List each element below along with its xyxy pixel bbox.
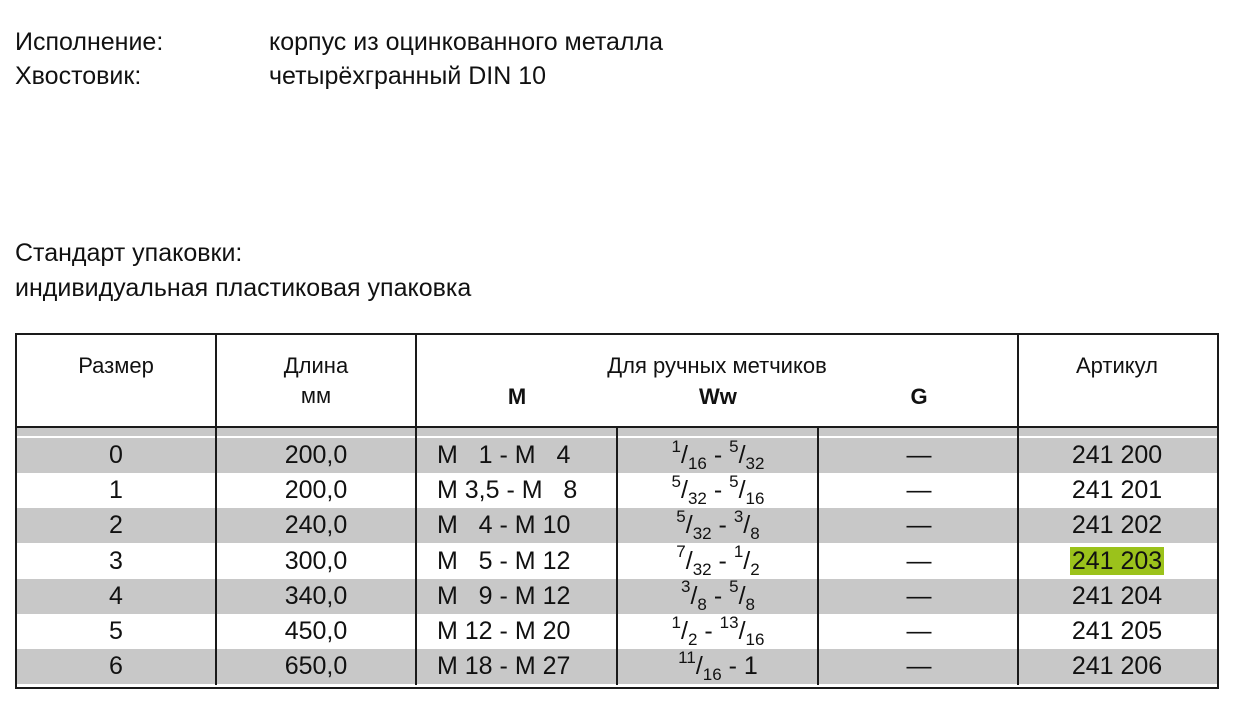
cell-length: 650,0 — [284, 652, 348, 681]
header-size: Размер — [78, 353, 154, 378]
fraction-denominator: 8 — [745, 594, 755, 614]
header-hand-taps: Для ручных метчиков — [607, 353, 827, 378]
article-number: 241 202 — [1071, 511, 1163, 540]
fraction-denominator: 32 — [687, 489, 707, 509]
fraction-numerator: 5 — [676, 507, 686, 527]
m-to: M 12 — [514, 546, 571, 575]
fraction-slash: / — [685, 546, 693, 575]
m-from: M 4 — [437, 511, 493, 540]
m-from: M 5 — [437, 546, 493, 575]
fraction-slash: / — [681, 476, 688, 505]
fraction: 1 — [743, 652, 758, 681]
m-from: M 3,5 — [437, 476, 500, 505]
cell-length: 200,0 — [284, 441, 348, 469]
m-to: M 8 — [521, 476, 578, 505]
fraction-denominator: 16 — [687, 454, 707, 473]
fraction-slash: / — [685, 511, 693, 540]
range-dash: - — [492, 581, 515, 610]
header-length: Длина — [283, 353, 349, 378]
m-from: M 12 — [437, 617, 493, 645]
cell-length: 200,0 — [284, 476, 348, 505]
m-to: M 10 — [514, 511, 571, 540]
m-to: M 12 — [514, 581, 571, 610]
cell-length: 340,0 — [284, 581, 348, 610]
fraction-slash: / — [681, 617, 688, 645]
range-dash: - — [492, 652, 515, 681]
range-dash: - — [492, 441, 515, 469]
fraction-numerator: 1 — [671, 612, 682, 632]
fraction-numerator: 1 — [733, 542, 744, 562]
fraction-numerator: 3 — [681, 577, 691, 597]
fraction-slash: / — [681, 441, 688, 469]
spec-label: Хвостовик: — [15, 62, 142, 90]
header-length-unit: мм — [300, 383, 332, 408]
fraction-denominator: 8 — [750, 524, 760, 544]
fraction-slash: / — [738, 441, 746, 469]
m-to: M 20 — [514, 617, 571, 645]
packaging-value: индивидуальная пластиковая упаковка — [15, 274, 472, 302]
m-to: M 27 — [514, 652, 571, 681]
fraction-numerator: 5 — [729, 577, 739, 597]
fraction-slash: / — [738, 617, 746, 645]
fraction-denominator: 8 — [697, 594, 707, 614]
cell-size: 5 — [109, 617, 123, 645]
cell-length: 450,0 — [284, 617, 348, 645]
fraction-numerator: 5 — [729, 471, 739, 491]
range-dash: - — [706, 581, 730, 610]
range-dash: - — [721, 652, 744, 681]
fraction-numerator: 11 — [678, 647, 696, 667]
range-dash: - — [492, 617, 515, 645]
cell-size: 3 — [109, 546, 123, 575]
column-divider — [616, 428, 618, 685]
fraction-denominator: 32 — [745, 454, 765, 473]
m-from: M 1 — [437, 441, 493, 469]
fraction-numerator: 5 — [671, 471, 682, 491]
header-sub-g: G — [910, 384, 928, 409]
cell-g: — — [906, 652, 932, 681]
fraction-numerator: 1 — [671, 436, 682, 456]
fraction-numerator: 3 — [733, 507, 744, 527]
range-dash: - — [499, 476, 522, 505]
article-number: 241 205 — [1071, 617, 1163, 645]
packaging-title: Стандарт упаковки: — [15, 239, 243, 267]
fraction-denominator: 2 — [687, 630, 698, 649]
header-sub-ww: Ww — [699, 384, 737, 409]
spec-label: Исполнение: — [15, 28, 164, 56]
spec-value: корпус из оцинкованного металла — [269, 28, 663, 56]
cell-size: 6 — [109, 652, 123, 681]
article-highlighted: 241 203 — [1071, 546, 1163, 575]
fraction-denominator: 16 — [745, 630, 765, 649]
fraction-numerator: 13 — [719, 612, 739, 632]
cell-g: — — [906, 546, 932, 575]
fraction-slash: / — [743, 546, 751, 575]
article-number: 241 204 — [1071, 581, 1163, 610]
range-dash: - — [706, 441, 730, 469]
column-divider — [817, 428, 819, 685]
cell-g: — — [906, 476, 932, 505]
range-dash: - — [492, 546, 515, 575]
packaging-block — [15, 236, 471, 306]
fraction-slash: / — [738, 581, 746, 610]
fraction-denominator: 16 — [745, 489, 765, 509]
cell-size: 2 — [109, 511, 123, 540]
fraction-denominator: 32 — [692, 524, 712, 544]
fraction-denominator: 2 — [750, 559, 760, 579]
article-number: 241 201 — [1071, 476, 1163, 505]
header-article: Артикул — [1075, 353, 1159, 378]
header-sub-m: M — [507, 384, 527, 409]
cell-g: — — [906, 511, 932, 540]
m-from: M 18 — [437, 652, 493, 681]
m-to: M 4 — [514, 441, 571, 469]
fraction-slash: / — [738, 476, 746, 505]
fraction-denominator: 16 — [702, 665, 722, 685]
fraction-denominator: 32 — [692, 559, 712, 579]
cell-g: — — [906, 617, 932, 645]
spec-value: четырёхгранный DIN 10 — [269, 62, 547, 90]
fraction-numerator: 5 — [729, 436, 739, 456]
fraction-slash: / — [743, 511, 751, 540]
m-from: M 9 — [437, 581, 493, 610]
cell-g: — — [906, 581, 932, 610]
cell-length: 240,0 — [284, 511, 348, 540]
product-table — [15, 333, 1219, 689]
cell-size: 1 — [109, 476, 123, 505]
fraction-numerator: 7 — [676, 542, 686, 562]
range-dash: - — [711, 546, 734, 575]
article-number: 241 200 — [1071, 441, 1163, 469]
cell-size: 0 — [109, 441, 123, 469]
fraction-slash: / — [695, 652, 703, 681]
article-number: 241 206 — [1071, 652, 1163, 681]
cell-size: 4 — [109, 581, 123, 610]
fraction-slash: / — [690, 581, 698, 610]
range-dash: - — [706, 476, 730, 505]
cell-g: — — [906, 441, 932, 469]
range-dash: - — [492, 511, 515, 540]
cell-length: 300,0 — [284, 546, 348, 575]
range-dash: - — [697, 617, 720, 645]
range-dash: - — [711, 511, 734, 540]
